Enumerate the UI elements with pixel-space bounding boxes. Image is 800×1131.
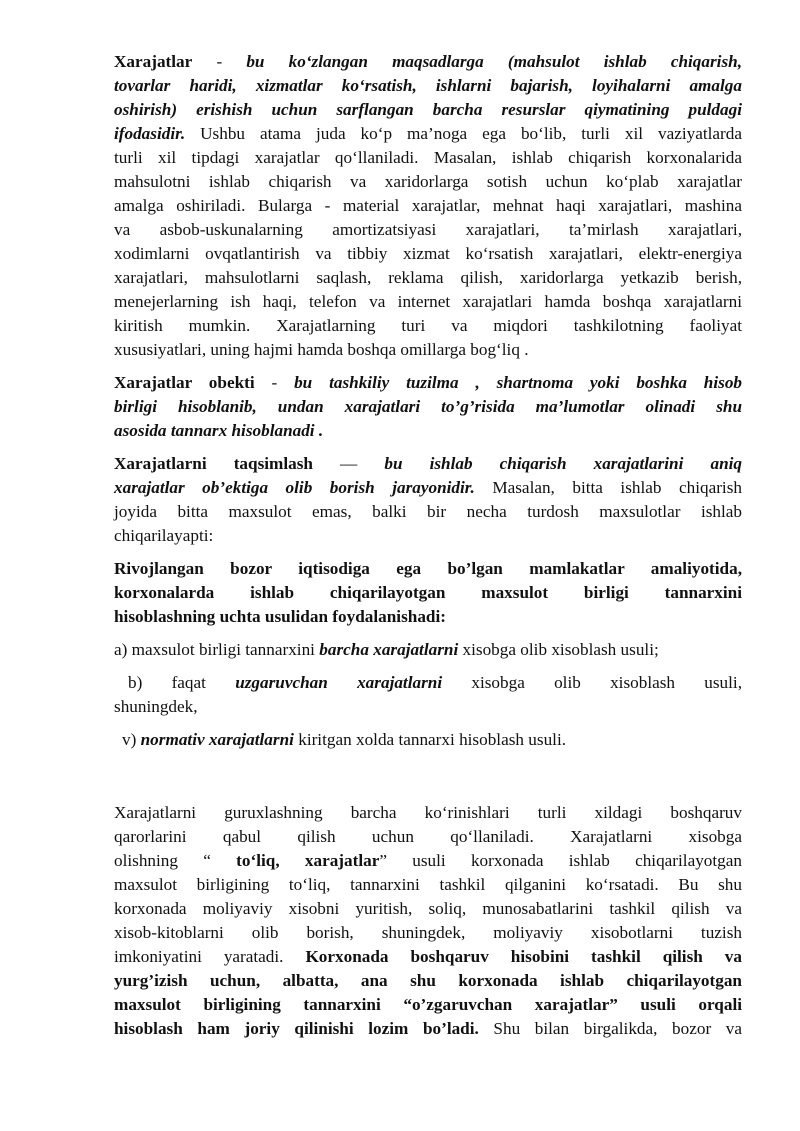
body-text: xususiyatlari, uning hajmi hamda boshqa omillarga bog‘liq . xyxy=(114,340,529,359)
list-item-a xyxy=(114,638,742,662)
definition-text: xarajatlar ob’ektiga olib borish jarayonidir. xyxy=(114,478,475,497)
body-text: Shu bilan birgalikda, bozor va xyxy=(478,1019,742,1038)
dash: — xyxy=(312,454,385,473)
text-line xyxy=(114,371,742,395)
text-line xyxy=(114,452,742,476)
document-page xyxy=(114,50,742,1050)
body-text: xodimlarni ovqatlantirish va tibbiy xizmat ko‘rsatish xarajatlari, elektr-energiya xyxy=(114,244,742,263)
body-text: maxsulot birligining to‘liq, tannarxini tashkil qilganini ko‘rsatadi. Bu shu xyxy=(114,875,742,894)
list-item-text: v) xyxy=(122,730,141,749)
definition-text: tovarlar haridi, xizmatlar ko‘rsatish, ishlarni bajarish, loyihalarni amalga xyxy=(114,76,742,95)
bold-text: Rivojlangan bozor iqtisodiga ega bo’lgan mamlakatlar amaliyotida, xyxy=(114,559,742,578)
term-toliq-xarajatlar: to‘liq, xarajatlar xyxy=(236,851,380,870)
body-text: va asbob-uskunalarning amortizatsiyasi xarajatlari, ta’mirlash xarajatlari, xyxy=(114,220,742,239)
paragraph-xarajatlar-definition xyxy=(114,50,742,362)
definition-text: oshirish) erishish uchun sarflangan barcha resurslar qiymatining puldagi xyxy=(114,100,742,119)
body-text: joyida bitta maxsulot emas, balki bir necha turdosh maxsulotlar ishlab xyxy=(114,502,742,521)
bold-text: hisoblash ham joriy qilinishi lozim bo’ladi. xyxy=(114,1019,479,1038)
definition-text: ifodasidir. xyxy=(114,124,186,143)
definition-text: asosida tannarx hisoblanadi . xyxy=(114,421,324,440)
definition-text: bu ishlab chiqarish xarajatlarini aniq xyxy=(384,454,743,473)
term-xarajatlar: Xarajatlar xyxy=(114,52,193,71)
definition-text: birligi hisoblanib, undan xarajatlari to’g’risida ma’lumotlar olinadi shu xyxy=(114,397,742,416)
bold-text: maxsulot birligining tannarxini “o’zgaruvchan xarajatlar” usuli orqali xyxy=(114,995,742,1014)
list-item-emphasis: normativ xarajatlarni xyxy=(140,730,294,749)
text-line xyxy=(114,122,742,146)
body-text: turli xil tipdagi xarajatlar qo‘llaniladi. Masalan, ishlab chiqarish korxonalarida xyxy=(114,148,742,167)
list-item-text: xisobga olib xisoblash usuli; xyxy=(458,640,659,659)
list-item-text: kiritgan xolda tannarxi hisoblash usuli. xyxy=(293,730,567,749)
body-text: xisob-kitoblarni olib borish, shuningdek, moliyaviy xisobotlarni tuzish xyxy=(114,923,742,942)
definition-text: bu tashkiliy tuzilma , shartnoma yoki boshka hisob xyxy=(294,373,743,392)
body-text: ” usuli korxonada ishlab chiqarilayotgan xyxy=(379,851,742,870)
paragraph-xarajatlar-obekti xyxy=(114,371,742,443)
body-text: imkoniyatini yaratadi. xyxy=(114,947,306,966)
bold-text: korxonalarda ishlab chiqarilayotgan maxsulot birligi tannarxini xyxy=(114,583,742,602)
text-line xyxy=(114,945,742,969)
text-line xyxy=(114,671,742,695)
body-text: Ushbu atama juda ko‘p ma’noga ega bo‘lib, turli xil vaziyatlarda xyxy=(185,124,742,143)
bold-text: yurg’izish uchun, albatta, ana shu korxonada ishlab chiqarilayotgan xyxy=(114,971,742,990)
list-item-text: shuningdek, xyxy=(114,697,198,716)
text-line xyxy=(114,1017,742,1041)
body-text: mahsulotni ishlab chiqarish va xaridorlarga sotish uchun ko‘plab xarajatlar xyxy=(114,172,742,191)
body-text: olishning “ xyxy=(114,851,237,870)
list-item-text: a) maxsulot birligi tannarxini xyxy=(114,640,320,659)
text-line xyxy=(114,50,742,74)
text-line xyxy=(114,849,742,873)
term-xarajatlarni-taqsimlash: Xarajatlarni taqsimlash xyxy=(114,454,313,473)
body-text: Masalan, bitta ishlab chiqarish xyxy=(474,478,742,497)
paragraph-tannarx-usullari xyxy=(114,557,742,629)
spacer xyxy=(114,761,742,801)
dash: - xyxy=(192,52,247,71)
bold-text: hisoblashning uchta usulidan foydalanishadi: xyxy=(114,607,446,626)
body-text: korxonada moliyaviy xisobni yuritish, soliq, munosabatlarini tashkil qilish va xyxy=(114,899,742,918)
dash: - xyxy=(254,373,295,392)
text-line xyxy=(114,476,742,500)
paragraph-xarajatlarni-taqsimlash xyxy=(114,452,742,548)
term-xarajatlar-obekti: Xarajatlar obekti xyxy=(114,373,255,392)
list-item-text: xisobga olib xisoblash usuli, xyxy=(442,673,742,692)
list-item-b xyxy=(114,671,742,719)
body-text: kiritish mumkin. Xarajatlarning turi va miqdori tashkilotning faoliyat xyxy=(114,316,742,335)
bold-text: Korxonada boshqaruv hisobini tashkil qilish va xyxy=(305,947,742,966)
body-text: Xarajatlarni guruxlashning barcha ko‘rinishlari turli xildagi boshqaruv xyxy=(114,803,742,822)
list-item-v xyxy=(114,728,742,752)
list-item-emphasis: uzgaruvchan xarajatlarni xyxy=(235,673,443,692)
list-item-emphasis: barcha xarajatlarni xyxy=(319,640,459,659)
list-item-text: b) faqat xyxy=(128,673,236,692)
paragraph-guruxlash xyxy=(114,801,742,1041)
definition-text: bu ko‘zlangan maqsadlarga (mahsulot ishlab chiqarish, xyxy=(246,52,742,71)
body-text: xarajatlari, mahsulotlarni saqlash, reklama qilish, xaridorlarga yetkazib berish, xyxy=(114,268,742,287)
body-text: menejerlarning ish haqi, telefon va internet xarajatlari hamda boshqa xarajatlarni xyxy=(114,292,742,311)
body-text: qarorlarini qabul qilish uchun qo‘llaniladi. Xarajatlarni xisobga xyxy=(114,827,742,846)
body-text: amalga oshiriladi. Bularga - material xarajatlar, mehnat haqi xarajatlari, mashina xyxy=(114,196,742,215)
body-text: chiqarilayapti: xyxy=(114,526,214,545)
